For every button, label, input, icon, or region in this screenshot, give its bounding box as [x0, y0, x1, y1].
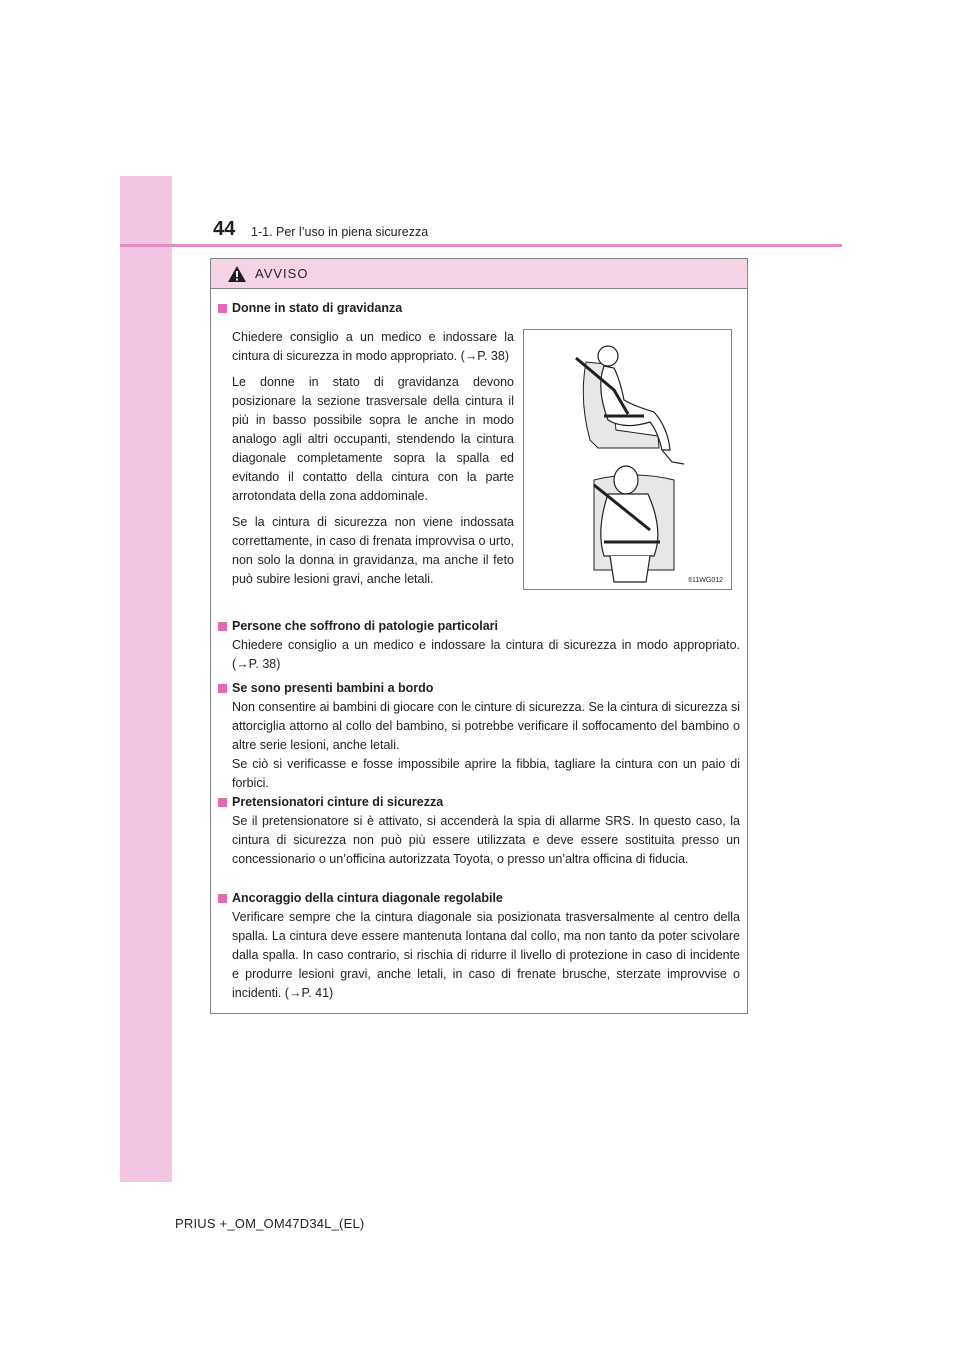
figure-code: II11WG012 [688, 577, 723, 584]
item-heading: Donne in stato di gravidanza [232, 301, 403, 315]
item-paragraph: Se ciò si verificasse e fosse impossibile aprire la fibbia, tagliare la cintura con un paio di forbici. [232, 757, 740, 790]
page-number: 44 [213, 218, 236, 240]
item-heading: Se sono presenti bambini a bordo [232, 681, 434, 695]
square-bullet-icon [218, 894, 227, 903]
item-heading: Pretensionatori cinture di sicurezza [232, 795, 444, 809]
square-bullet-icon [218, 304, 227, 313]
warning-box [210, 258, 748, 1014]
warning-item-pathologies [218, 617, 740, 674]
header-rule [120, 244, 842, 247]
warning-item-children [218, 679, 740, 793]
item-paragraph: Le donne in stato di gravidanza devono posizionare la sezione trasversale della cintura il più in basso possibile sopra le anche in modo analogo agli altri occupanti, stendendo la cintura diagonale completamente sopra la spalla ed evitando il contatto della cintura con la parte arrotondata della zona addominale. [232, 375, 514, 503]
square-bullet-icon [218, 622, 227, 631]
warning-triangle-icon [227, 265, 247, 283]
warning-header [211, 259, 747, 289]
square-bullet-icon [218, 684, 227, 693]
warning-title: AVVISO [255, 266, 309, 281]
item-paragraph: Non consentire ai bambini di giocare con le cinture di sicurezza. Se la cintura di sicurezza si attorciglia attorno al collo del bambino, si potrebbe verificare il soffocamento del bambino o altre serie lesioni, anche letali. [232, 700, 740, 752]
item-paragraph: Verificare sempre che la cintura diagonale sia posizionata trasversalmente al centro della spalla. La cintura deve essere mantenuta lontana dal collo, ma non tanto da poter scivolare dalla spalla. In caso contrario, si rischia di ridurre il livello di protezione in caso di incidente e produrre lesioni gravi, anche letali, in caso di frenate brusche, sterzate improvvise o incidenti. (→P. 41) [232, 910, 740, 1000]
seatbelt-illustration-drawing [524, 330, 731, 589]
item-paragraph: Chiedere consiglio a un medico e indossare la cintura di sicurezza in modo appropriato. (→P. 38) [232, 330, 514, 363]
item-paragraph: Se la cintura di sicurezza non viene indossata correttamente, in caso di frenata improvvisa o urto, non solo la donna in gravidanza, ma anche il feto può subire lesioni gravi, anche letali. [232, 515, 514, 586]
document-code: PRIUS +_OM_OM47D34L_(EL) [175, 1216, 365, 1231]
side-tab-bar [120, 176, 172, 1182]
warning-item-pretensioners [218, 793, 740, 869]
square-bullet-icon [218, 798, 227, 807]
item-heading: Ancoraggio della cintura diagonale regolabile [232, 891, 503, 905]
warning-item-anchor [218, 889, 740, 1003]
pregnant-seatbelt-illustration [523, 329, 732, 590]
item-paragraph: Chiedere consiglio a un medico e indossare la cintura di sicurezza in modo appropriato. (→P. 38) [232, 638, 740, 671]
item-heading: Persone che soffrono di patologie particolari [232, 619, 499, 633]
item-paragraph: Se il pretensionatore si è attivato, si accenderà la spia di allarme SRS. In questo caso, la cintura di sicurezza non può più essere utilizzata e deve essere sostituita presso un concessionario o un’officina autorizzata Toyota, o presso un’altra officina di fiducia. [232, 814, 740, 866]
section-title: 1-1. Per l’uso in piena sicurezza [251, 225, 429, 239]
